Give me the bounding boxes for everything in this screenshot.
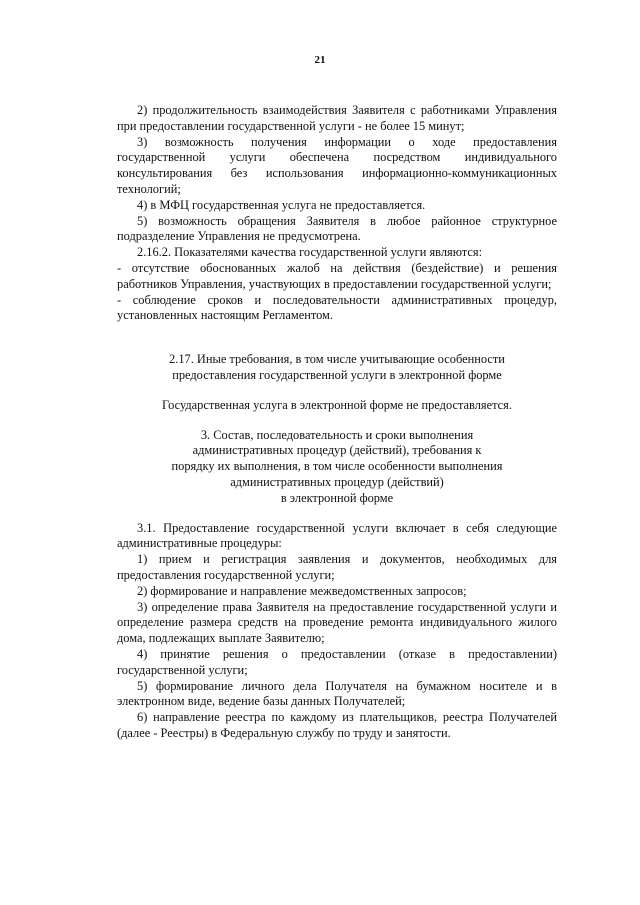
paragraph-item-5: 5) возможность обращения Заявителя в любое районное структурное подразделение Управления не предусмотрена. [117, 213, 557, 244]
section-2-17-heading-line2: предоставления государственной услуги в электронной форме [172, 367, 502, 382]
procedure-item-5: 5) формирование личного дела Получателя на бумажном носителе и в электронном виде, ведение базы данных Получателей; [117, 678, 557, 709]
section-3-heading-line4: административных процедур (действий) [230, 474, 444, 489]
paragraph-item-2: 2) продолжительность взаимодействия Заявителя с работниками Управления при предоставлении государственной услуги - не более 15 минут; [117, 103, 557, 133]
section-2-17-heading-line1: 2.17. Иные требования, в том числе учитывающие особенности [169, 352, 505, 367]
section-3-heading-line1: 3. Состав, последовательность и сроки выполнения [200, 427, 474, 442]
procedure-item-2: 2) формирование и направление межведомственных запросов; [137, 583, 467, 598]
section-3-heading-line5: в электронной форме [280, 490, 394, 505]
paragraph-item-4: 4) в МФЦ государственная услуга не предоставляется. [137, 197, 426, 212]
section-2-17-text: Государственная услуга в электронной форме не предоставляется. [162, 397, 512, 412]
procedure-item-1: 1) прием и регистрация заявления и документов, необходимых для предоставления государственной услуги; [117, 552, 557, 582]
procedure-item-4: 4) принятие решения о предоставлении (отказе в предоставлении) государственной услуги; [117, 646, 557, 677]
procedure-item-3: 3) определение права Заявителя на предоставление государственной услуги и определение размера средств на проведение ремонта индивидуального жилого дома, подлежащих выплате Заявителю; [117, 599, 557, 646]
paragraph-3-1: 3.1. Предоставление государственной услуги включает в себя следующие административные процедуры: [117, 520, 557, 551]
section-3-heading-line3: порядку их выполнения, в том числе особенности выполнения [171, 459, 503, 474]
paragraph-2-16-2: 2.16.2. Показателями качества государственной услуги являются: [137, 245, 483, 260]
procedure-item-6: 6) направление реестра по каждому из плательщиков, реестра Получателей (далее - Реестры) в Федеральную службу по труду и занятости. [117, 710, 557, 740]
paragraph-item-3: 3) возможность получения информации о ходе предоставления государственной услуги обеспечена посредством индивидуального консультирования без использования информационно-коммуникационных технологий; [117, 134, 557, 196]
list-item-dash-1: - отсутствие обоснованных жалоб на действия (бездействие) и решения работников Управления, участвующих в предоставлении государственной услуги; [117, 260, 557, 291]
list-item-dash-2: - соблюдение сроков и последовательности административных процедур, установленных настоящим Регламентом. [117, 292, 557, 323]
page-number: 21 [314, 54, 326, 66]
document-body [117, 103, 557, 742]
section-3-heading-line2: административных процедур (действий), требования к [192, 443, 482, 458]
